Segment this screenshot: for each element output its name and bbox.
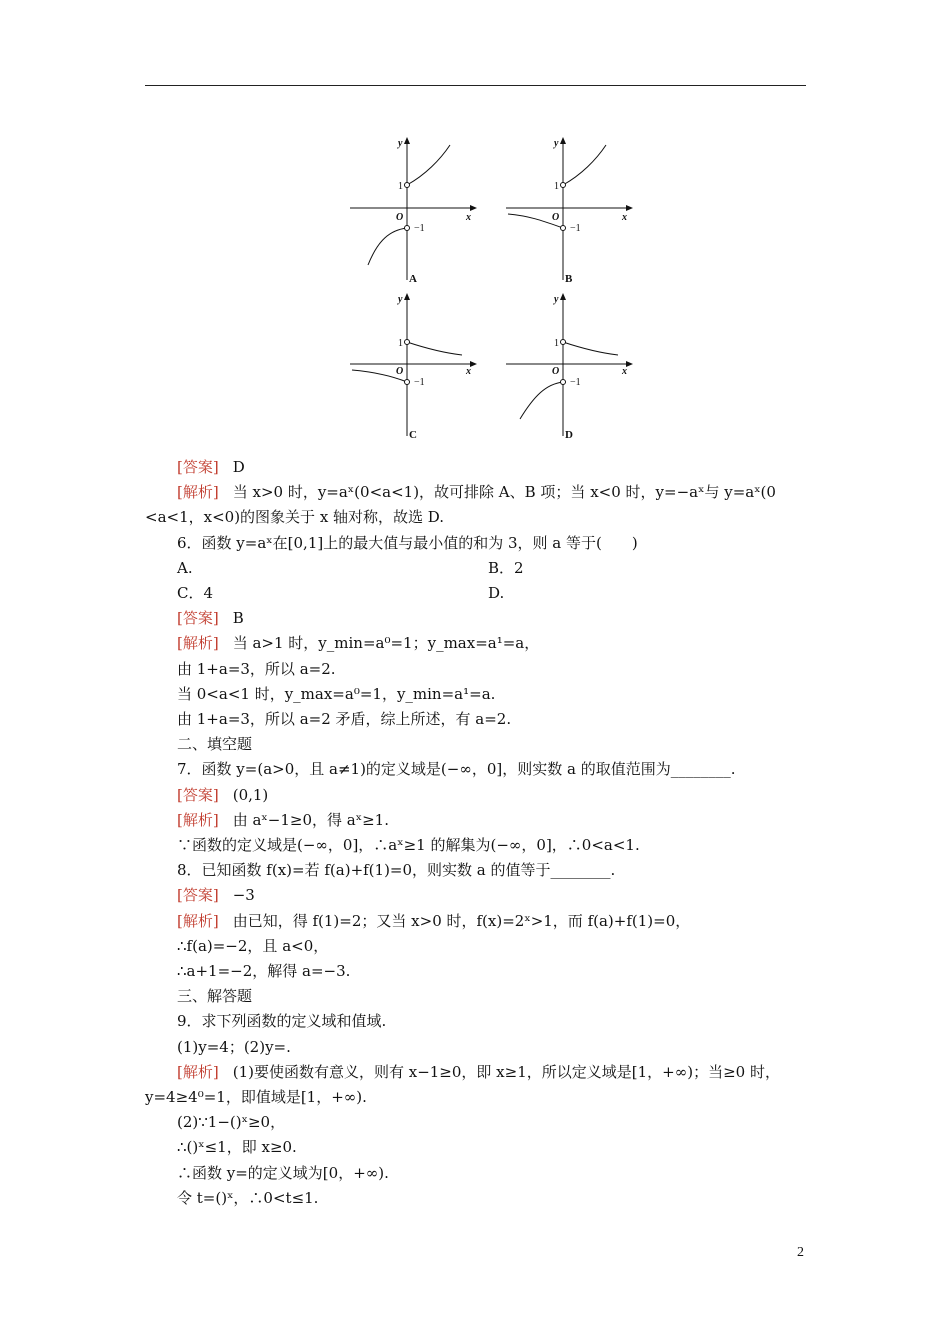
text-line xyxy=(177,1112,285,1132)
graph-caption: D xyxy=(565,429,573,441)
text-line xyxy=(177,759,736,779)
graph-caption: C xyxy=(409,429,417,441)
lower-value-label: −1 xyxy=(570,377,581,388)
upper-value-label: 1 xyxy=(554,338,559,349)
line-text: y=4≥4⁰=1，即值域是[1，+∞). xyxy=(145,1088,367,1106)
line-text: 6．函数 y=aˣ在[0,1]上的最大值与最小值的和为 3，则 a 等于( ) xyxy=(177,533,638,552)
text-line xyxy=(177,1137,297,1157)
line-text: 当 0<a<1 时，y_max=a⁰=1，y_min=a¹=a. xyxy=(177,684,496,703)
graph-a xyxy=(340,130,485,290)
origin-label: O xyxy=(396,212,404,223)
line-text: ∵函数的定义域是(−∞，0]，∴aˣ≥1 的解集为(−∞，0]，∴0<a<1. xyxy=(177,836,640,854)
line-text: 由 aˣ−1≥0，得 aˣ≥1. xyxy=(232,810,389,829)
line-text: 由 1+a=3，所以 a=2. xyxy=(177,659,336,678)
answer-tag: [解析] xyxy=(177,911,219,930)
page-number: 2 xyxy=(797,1245,804,1260)
x-axis-label: x xyxy=(622,212,627,223)
option-text: B．2 xyxy=(488,558,524,577)
text-line xyxy=(177,961,350,981)
y-axis-label: y xyxy=(398,294,403,305)
answer-tag: [答案] xyxy=(177,886,219,905)
answer-tag: [解析] xyxy=(177,634,219,653)
option-text: D. xyxy=(488,584,505,602)
line-text: ∴()ˣ≤1，即 x≥0. xyxy=(177,1138,297,1157)
y-axis-label: y xyxy=(398,138,403,149)
text-line xyxy=(145,507,444,527)
upper-value-label: 1 xyxy=(398,338,403,349)
text-line xyxy=(177,785,268,805)
upper-value-label: 1 xyxy=(554,181,559,192)
text-line xyxy=(177,936,328,956)
line-text: 7．函数 y=(a>0，且 a≠1)的定义域是(−∞，0]，则实数 a 的取值范围为________. xyxy=(177,760,736,779)
x-axis-label: x xyxy=(622,366,627,377)
line-text: ∴a+1=−2，解得 a=−3. xyxy=(177,962,351,980)
origin-label: O xyxy=(396,366,404,377)
line-text: (1)要使函数有意义，则有 x−1≥0，即 x≥1，所以定义域是[1，+∞)；当≥0 时， xyxy=(232,1062,780,1081)
line-text: D xyxy=(232,458,245,476)
answer-tag: [答案] xyxy=(177,458,219,476)
text-line xyxy=(177,558,193,578)
origin-label: O xyxy=(552,366,560,377)
line-text: ∴函数 y=的定义域为[0，+∞). xyxy=(177,1163,389,1182)
answer-tag: [解析] xyxy=(177,1062,219,1081)
text-line xyxy=(177,482,776,502)
text-line xyxy=(177,633,539,653)
y-axis-label: y xyxy=(554,294,559,305)
line-text: B xyxy=(232,609,244,628)
line-text: −3 xyxy=(232,886,255,905)
answer-tag: [答案] xyxy=(177,609,219,628)
text-line xyxy=(177,533,638,553)
graph-c xyxy=(340,286,485,446)
text-line xyxy=(177,734,252,754)
answer-tag: [解析] xyxy=(177,483,219,502)
text-line xyxy=(177,1188,318,1208)
text-line xyxy=(145,1087,367,1107)
line-text: 二、填空题 xyxy=(177,735,253,754)
text-line xyxy=(177,457,245,477)
line-text: 当 x>0 时，y=aˣ(0<a<1)，故可排除 A、B 项；当 x<0 时，y=−aˣ与 y=aˣ(0 xyxy=(232,483,776,502)
text-line xyxy=(177,709,511,729)
text-line xyxy=(177,583,213,603)
text-line xyxy=(177,1163,389,1183)
y-axis-label: y xyxy=(554,138,559,149)
line-text: 由已知，得 f(1)=2；又当 x>0 时，f(x)=2ˣ>1，而 f(a)+f(1)=0， xyxy=(232,911,691,930)
text-line xyxy=(177,810,389,830)
graph-b xyxy=(496,130,641,290)
line-text: 三、解答题 xyxy=(177,987,253,1006)
line-text: ∴f(a)=−2，且 a<0， xyxy=(177,936,329,955)
lower-value-label: −1 xyxy=(570,223,581,234)
line-text: 由 1+a=3，所以 a=2 矛盾，综上所述，有 a=2. xyxy=(177,710,512,728)
upper-value-label: 1 xyxy=(398,181,403,192)
origin-label: O xyxy=(552,212,560,223)
text-line xyxy=(177,860,615,880)
answer-tag: [答案] xyxy=(177,785,219,804)
x-axis-label: x xyxy=(466,366,471,377)
text-line xyxy=(177,1062,780,1082)
text-line xyxy=(177,885,255,905)
line-text: <a<1，x<0)的图象关于 x 轴对称，故选 D. xyxy=(145,508,445,527)
header-rule xyxy=(145,85,806,86)
x-axis-label: x xyxy=(466,212,471,223)
text-line xyxy=(177,1011,386,1031)
lower-value-label: −1 xyxy=(414,377,425,388)
text-line xyxy=(177,1037,291,1057)
text-line xyxy=(177,911,690,931)
text-line xyxy=(177,835,640,855)
line-text: 当 a>1 时，y_min=a⁰=1；y_max=a¹=a， xyxy=(232,634,540,653)
line-text: (1)y=4；(2)y=. xyxy=(177,1037,291,1056)
text-line xyxy=(177,659,336,679)
line-text: A. xyxy=(177,558,193,577)
answer-tag: [解析] xyxy=(177,810,219,829)
graph-d xyxy=(496,286,641,446)
line-text: (2)∵1−()ˣ≥0， xyxy=(177,1113,286,1132)
line-text: C．4 xyxy=(177,584,214,602)
line-text: 9．求下列函数的定义域和值域. xyxy=(177,1012,387,1031)
graph-caption: A xyxy=(409,273,417,285)
text-line xyxy=(177,608,244,628)
text-line xyxy=(177,986,252,1006)
line-text: 令 t=()ˣ，∴0<t≤1. xyxy=(177,1188,319,1207)
text-line xyxy=(177,684,495,704)
line-text: (0,1) xyxy=(232,785,269,804)
graph-caption: B xyxy=(565,273,573,285)
line-text: 8．已知函数 f(x)=若 f(a)+f(1)=0，则实数 a 的值等于________. xyxy=(177,861,616,880)
lower-value-label: −1 xyxy=(414,223,425,234)
